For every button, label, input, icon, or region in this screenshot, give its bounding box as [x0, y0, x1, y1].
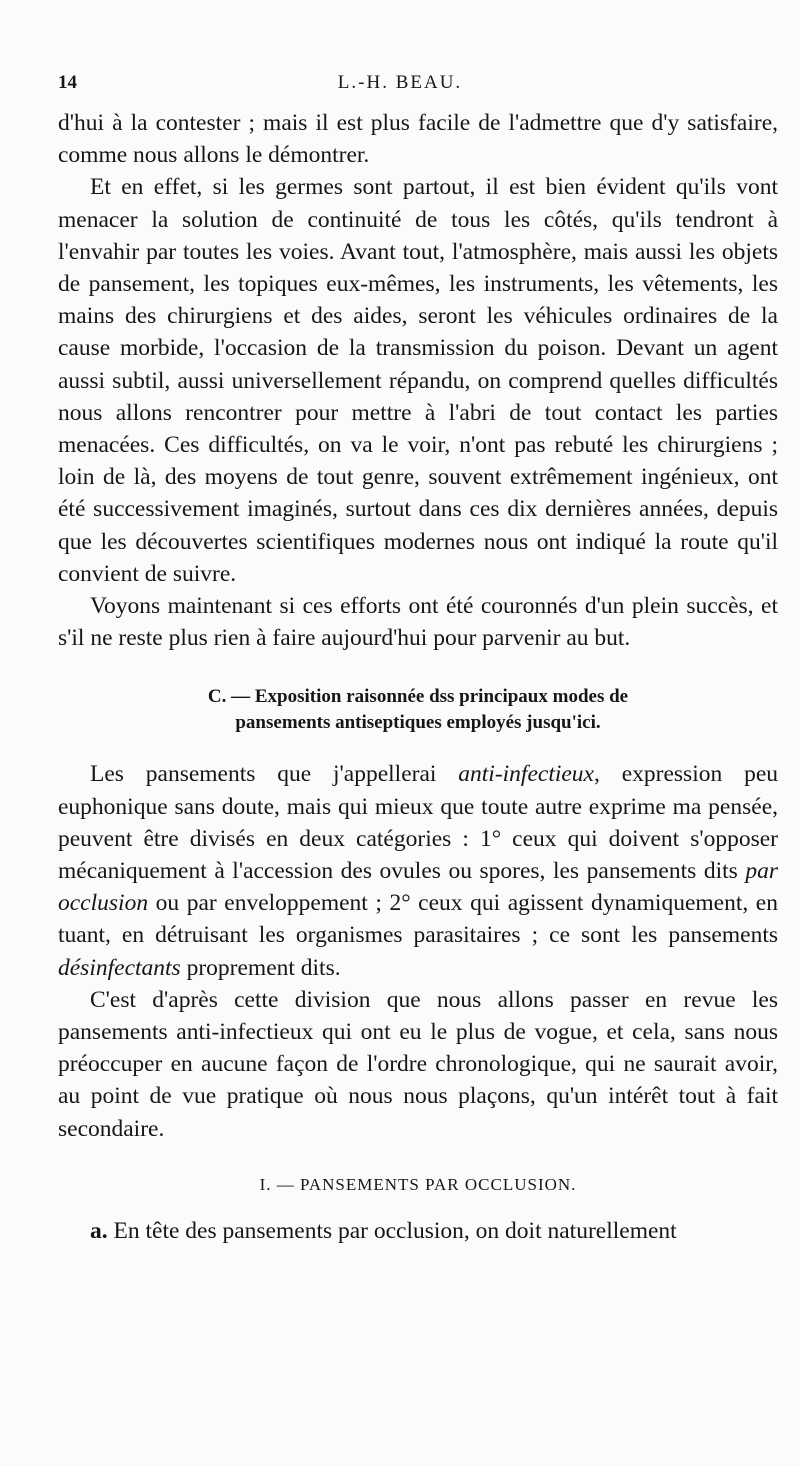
paragraph-occlusion-start: [58, 1215, 778, 1247]
section-letter: C.: [207, 686, 227, 708]
paragraph-germs: Et en effet, si les germes sont partout, il est bien évident qu'ils vont menacer la solution de continuité de tous les côtés, qu'ils tendront à l'envahir par toutes les voies. Avant tout, l'atmosphère, mais aussi les objets de pansement, les topiques eux-mêmes, les instruments, les vêtements, les mains des chirurgiens et des aides, seront les véhicules ordinaires de la cause morbide, l'occasion de la transmission du poison. Devant un agent aussi subtil, aussi universellement répandu, on comprend quelles difficultés nous allons rencontrer pour mettre à l'abri de tout contact les parties menacées. Ces difficultés, on va le voir, n'ont pas rebuté les chirurgiens ; loin de là, des moyens de tout genre, souvent extrêmement ingénieux, ont été successivement imaginés, surtout dans ces dix dernières années, depuis que les découvertes scientifiques modernes nous ont indiqué la route qu'il convient de suivre.: [58, 174, 778, 587]
term-anti-infectieux: anti-infectieux: [458, 761, 594, 788]
p6-text: En tête des pansements par occlusion, on doit naturellement: [107, 1218, 677, 1245]
page-header: [58, 72, 742, 96]
page-body: [58, 107, 778, 1247]
item-marker: a.: [90, 1218, 108, 1245]
p4-part4: proprement dits.: [180, 954, 341, 981]
paragraph-categories: [58, 758, 778, 983]
p4-part2: , expression peu euphonique sans doute, mais qui mieux que toute autre exprime ma pensée, peuvent être divisés en deux catégories : 1° ceux qui doivent s'opposer mécaniquement à l'accession des ovules ou spores, les pansements dits: [58, 761, 778, 885]
term-desinfectants: désinfectants: [58, 954, 181, 981]
paragraph-division: C'est d'après cette division que nous allons passer en revue les pansements anti-infectieux qui ont eu le plus de vogue, et cela, sans nous préoccuper en aucune façon de l'ordre chronologique, qui ne saurait avoir, au point de vue pratique où nous nous plaçons, qu'un intérêt tout à fait secondaire.: [58, 986, 778, 1142]
subsection-heading: [58, 1169, 778, 1201]
section-title-line2: pansements antiseptiques employés jusqu'ici.: [235, 712, 601, 734]
p4-part1: Les pansements que j'appellerai: [90, 761, 459, 788]
running-head: L.-H. BEAU.: [337, 72, 463, 93]
paragraph-success: Voyons maintenant si ces efforts ont été couronnés d'un plein succès, et s'il ne reste plus rien à faire aujourd'hui pour parvenir au but.: [58, 593, 778, 652]
section-dash: —: [231, 686, 251, 708]
section-title-line1: Exposition raisonnée dss principaux modes de: [254, 686, 629, 708]
subsection-numeral: I.: [259, 1174, 272, 1194]
paragraph-continuation: d'hui à la contester ; mais il est plus facile de l'admettre que d'y satisfaire, comme nous allons le démontrer.: [58, 110, 778, 169]
subsection-title: PANSEMENTS PAR OCCLUSION.: [299, 1174, 577, 1194]
page-number: 14: [58, 72, 77, 93]
p4-part3: ou par enveloppement ; 2° ceux qui agissent dynamiquement, en tuant, en détruisant les organismes parasitaires ; ce sont les pansements: [58, 890, 778, 949]
section-c-heading: [58, 684, 778, 736]
term-par-occlusion: par occlusion: [58, 858, 778, 917]
subsection-dash: —: [276, 1174, 295, 1194]
